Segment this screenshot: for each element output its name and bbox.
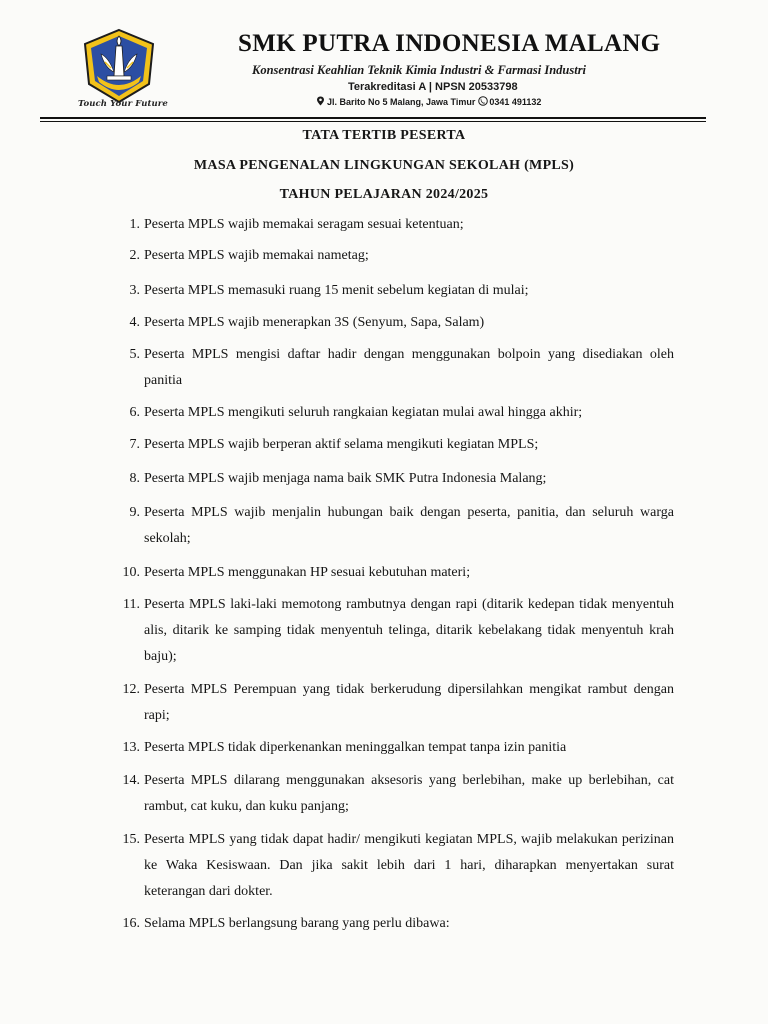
school-phone: 0341 491132: [489, 97, 542, 107]
school-accreditation: Terakreditasi A | NPSN 20533798: [348, 81, 518, 93]
rule-item: [114, 400, 674, 426]
rule-item: [114, 243, 674, 269]
rule-text: Peserta MPLS tidak diperkenankan meninggalkan tempat tanpa izin panitia: [144, 740, 567, 755]
rule-text: Peserta MPLS wajib menjalin hubungan baik dengan peserta, panitia, dan seluruh warga sekolah;: [144, 505, 674, 546]
rule-item: [114, 735, 674, 761]
rule-item: [114, 466, 674, 492]
rule-item: [114, 768, 674, 820]
rule-text: Peserta MPLS wajib menerapkan 3S (Senyum, Sapa, Salam): [144, 315, 485, 330]
school-crest-icon: [81, 28, 157, 104]
school-address: Jl. Barito No 5 Malang, Jawa Timur: [327, 97, 476, 107]
rule-text: Peserta MPLS yang tidak dapat hadir/ mengikuti kegiatan MPLS, wajib melakukan perizinan ke Waka Kesiswaan. Dan jika sakit lebih dari 1 hari, diharapkan menyertakan surat keterangan dari dokter.: [144, 832, 674, 899]
rule-number: 7.: [129, 437, 140, 452]
rule-item: [114, 212, 674, 238]
rule-text: Selama MPLS berlangsung barang yang perlu dibawa:: [144, 916, 450, 931]
rule-number: 4.: [129, 315, 140, 330]
rule-text: Peserta MPLS menggunakan HP sesuai kebutuhan materi;: [144, 565, 471, 580]
rule-item: [114, 278, 674, 304]
rule-item: [114, 592, 674, 670]
rule-text: Peserta MPLS dilarang menggunakan aksesoris yang berlebihan, make up berlebihan, cat rambut, cat kuku, dan kuku panjang;: [144, 773, 674, 814]
rule-text: Peserta MPLS memasuki ruang 15 menit sebelum kegiatan di mulai;: [144, 283, 529, 298]
rule-text: Peserta MPLS wajib memakai seragam sesuai ketentuan;: [144, 217, 464, 232]
school-concentration: Konsentrasi Keahlian Teknik Kimia Industri & Farmasi Industri: [252, 63, 587, 77]
document-subtitle: MASA PENGENALAN LINGKUNGAN SEKOLAH (MPLS): [193, 158, 575, 173]
school-tagline: Touch Your Future: [78, 99, 168, 109]
rule-number: 1.: [129, 217, 140, 232]
letterhead-divider: [40, 117, 706, 119]
rule-text: Peserta MPLS laki-laki memotong rambutnya dengan rapi (ditarik kedepan tidak menyentuh alis, ditarik ke samping tidak menyentuh telinga, ditarik kebelakang tidak menyentuh krah baju);: [144, 597, 674, 664]
rule-number: 6.: [129, 405, 140, 420]
rule-item: [114, 310, 674, 336]
rule-number: 15.: [122, 832, 140, 847]
rule-number: 3.: [129, 283, 140, 298]
document-title: TATA TERTIB PESERTA: [302, 128, 466, 143]
rule-text: Peserta MPLS mengikuti seluruh rangkaian kegiatan mulai awal hingga akhir;: [144, 405, 583, 420]
rule-number: 16.: [122, 916, 140, 931]
rule-number: 14.: [122, 773, 140, 788]
rule-number: 11.: [123, 597, 140, 612]
rule-text: Peserta MPLS wajib memakai nametag;: [144, 248, 369, 263]
rule-number: 13.: [122, 740, 140, 755]
rule-item: [114, 827, 674, 905]
rule-number: 9.: [129, 505, 140, 520]
rule-number: 12.: [122, 682, 140, 697]
rule-item: [114, 432, 674, 458]
rule-number: 2.: [129, 248, 140, 263]
rule-number: 10.: [122, 565, 140, 580]
document-year: TAHUN PELAJARAN 2024/2025: [279, 187, 489, 202]
rule-text: Peserta MPLS wajib menjaga nama baik SMK Putra Indonesia Malang;: [144, 471, 547, 486]
phone-icon: [478, 96, 488, 108]
rule-number: 5.: [129, 347, 140, 362]
rule-number: 8.: [129, 471, 140, 486]
rule-text: Peserta MPLS wajib berperan aktif selama mengikuti kegiatan MPLS;: [144, 437, 539, 452]
rule-item: [114, 500, 674, 552]
location-pin-icon: [316, 96, 325, 108]
rule-item: [114, 677, 674, 729]
rule-text: Peserta MPLS mengisi daftar hadir dengan menggunakan bolpoin yang disediakan oleh panitia: [144, 347, 674, 388]
rule-text: Peserta MPLS Perempuan yang tidak berkerudung dipersilahkan mengikat rambut dengan rapi;: [144, 682, 674, 723]
rule-item: [114, 342, 674, 394]
school-contact: [316, 96, 541, 108]
rule-item: [114, 911, 674, 937]
rule-item: [114, 560, 674, 586]
letterhead-divider-thin: [40, 121, 706, 122]
school-name: SMK PUTRA INDONESIA MALANG: [238, 30, 661, 57]
